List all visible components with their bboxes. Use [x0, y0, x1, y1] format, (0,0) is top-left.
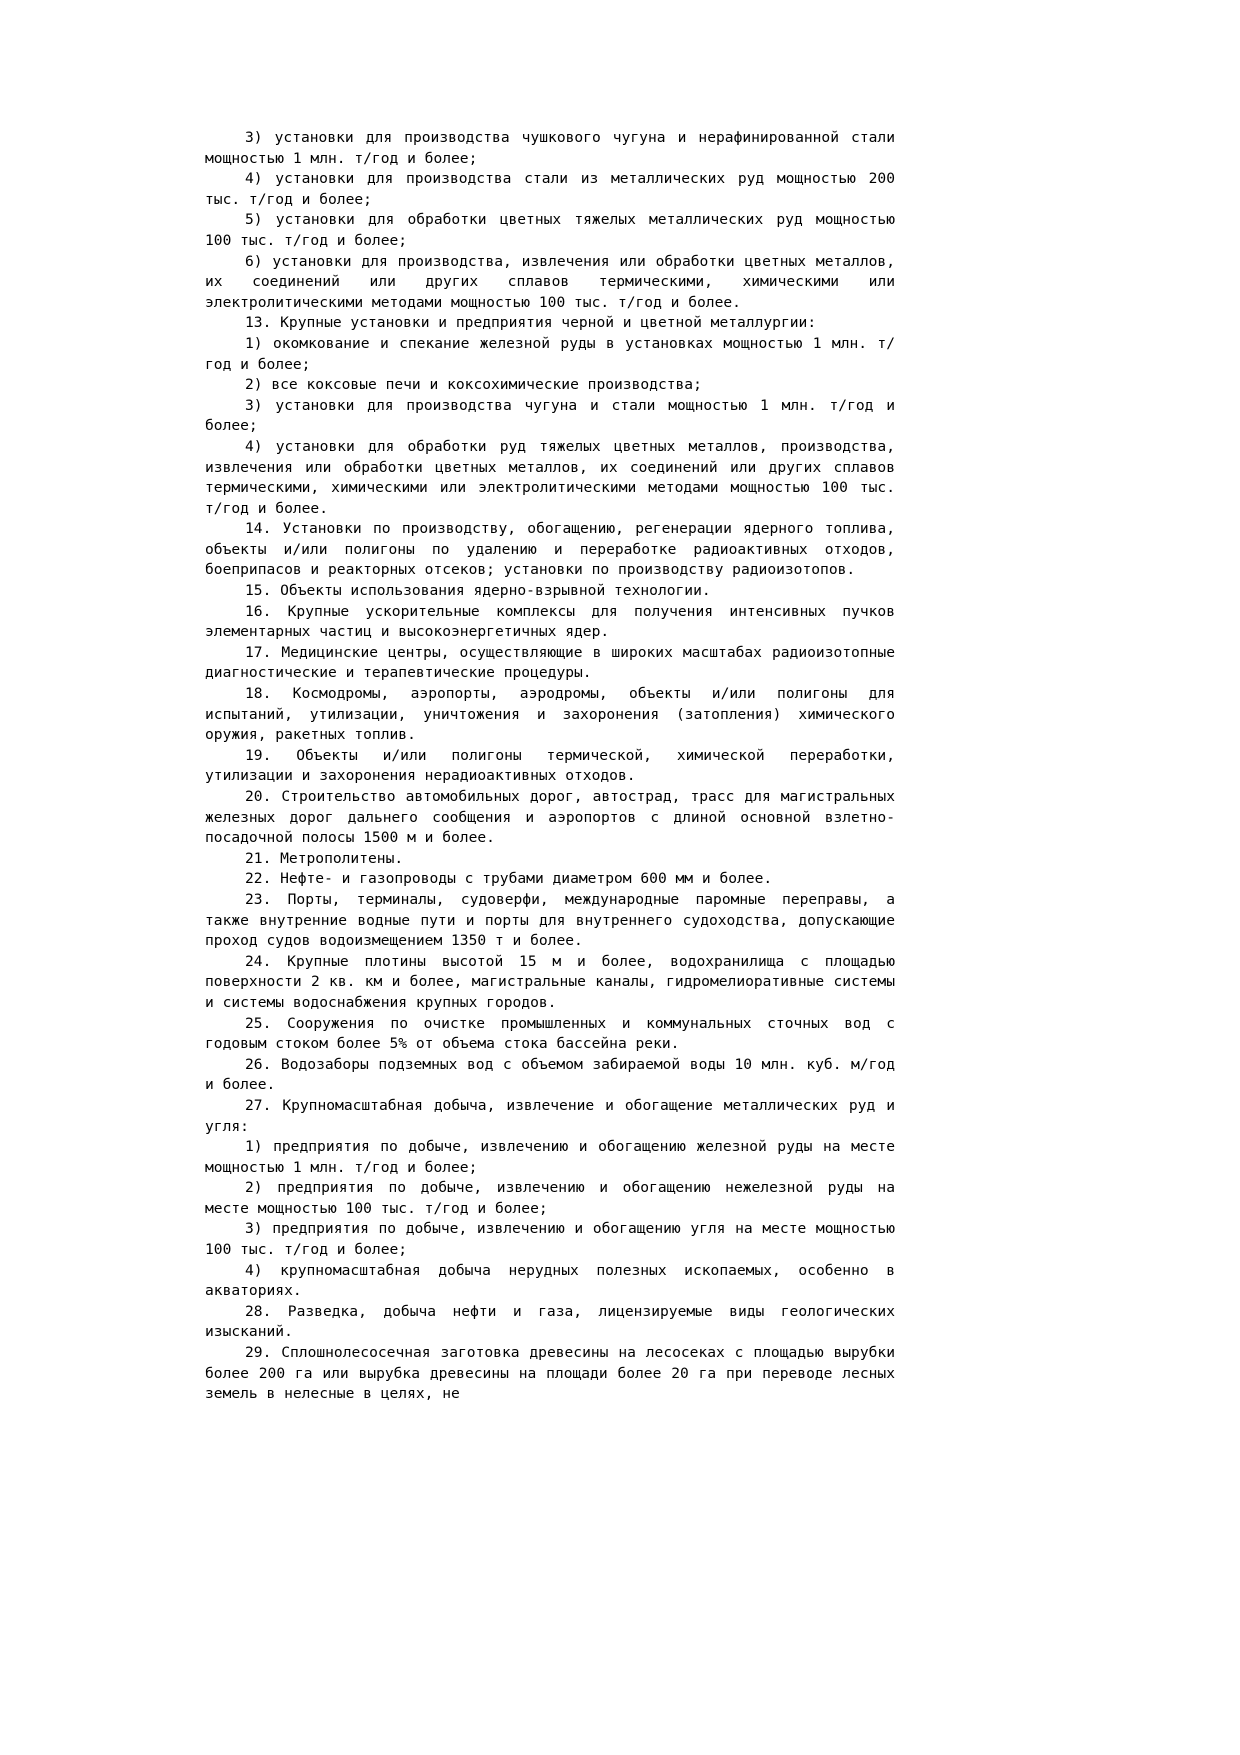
paragraph: 28. Разведка, добыча нефти и газа, лицензируемые виды геологических изысканий.: [205, 1302, 895, 1341]
document-body: [205, 128, 895, 1405]
paragraph: 25. Сооружения по очистке промышленных и коммунальных сточных вод с годовым стоком более 5% от объема стока бассейна реки.: [205, 1014, 895, 1053]
paragraph: 4) установки для производства стали из металлических руд мощностью 200 тыс. т/год и более;: [205, 170, 895, 208]
paragraph: 6) установки для производства, извлечения или обработки цветных металлов, их соединений или других сплавов термическими, химическими или электролитическими методами мощностью 100 тыс. т/год и более.: [205, 252, 895, 311]
paragraph: 3) установки для производства чушкового чугуна и нерафинированной стали мощностью 1 млн. т/год и более;: [205, 129, 895, 167]
paragraph: 5) установки для обработки цветных тяжелых металлических руд мощностью 100 тыс. т/год и более;: [205, 211, 895, 249]
paragraph: 16. Крупные ускорительные комплексы для получения интенсивных пучков элементарных частиц и высокоэнергетичных ядер.: [205, 602, 895, 641]
paragraph: 27. Крупномасштабная добыча, извлечение и обогащение металлических руд и угля:: [205, 1096, 895, 1135]
paragraph: 20. Строительство автомобильных дорог, автострад, трасс для магистральных железных дорог дальнего сообщения и аэропортов с длиной основной взлетно-посадочной полосы 1500 м и более.: [205, 788, 895, 847]
paragraph: 22. Нефте- и газопроводы с трубами диаметром 600 мм и более.: [245, 870, 773, 888]
paragraph: 2) предприятия по добыче, извлечению и обогащению нежелезной руды на месте мощностью 100 тыс. т/год и более;: [205, 1179, 895, 1217]
paragraph: 24. Крупные плотины высотой 15 м и более, водохранилища с площадью поверхности 2 кв. км и более, магистральные каналы, гидромелиоративные системы и системы водоснабжения крупных городов.: [205, 952, 895, 1011]
paragraph: 26. Водозаборы подземных вод с объемом забираемой воды 10 млн. куб. м/год и более.: [205, 1055, 895, 1094]
paragraph: 19. Объекты и/или полигоны термической, химической переработки, утилизации и захоронения нерадиоактивных отходов.: [205, 746, 895, 785]
paragraph: 13. Крупные установки и предприятия черной и цветной металлургии:: [245, 314, 817, 332]
paragraph: 3) предприятия по добыче, извлечению и обогащению угля на месте мощностью 100 тыс. т/год и более;: [205, 1220, 895, 1259]
paragraph: 1) предприятия по добыче, извлечению и обогащению железной руды на месте мощностью 1 млн. т/год и более;: [205, 1138, 895, 1176]
paragraph: 23. Порты, терминалы, судоверфи, международные паромные переправы, а также внутренние водные пути и порты для внутреннего судоходства, допускающие проход судов водоизмещением 1350 т и более.: [205, 890, 895, 950]
paragraph: 18. Космодромы, аэропорты, аэродромы, объекты и/или полигоны для испытаний, утилизации, уничтожения и захоронения (затопления) химического оружия, ракетных топлив.: [205, 685, 895, 744]
paragraph: 17. Медицинские центры, осуществляющие в широких масштабах радиоизотопные диагностические и терапевтические процедуры.: [205, 643, 895, 682]
paragraph: 4) установки для обработки руд тяжелых цветных металлов, производства, извлечения или обработки цветных металлов, их соединений или других сплавов термическими, химическими или электролитическими методами мощностью 100 тыс. т/год и более.: [205, 437, 895, 517]
paragraph: 21. Метрополитены.: [245, 849, 404, 867]
paragraph: 29. Сплошнолесосечная заготовка древесины на лесосеках с площадью вырубки более 200 га или вырубка древесины на площади более 20 га при переводе лесных земель в нелесные в целях, не: [205, 1344, 895, 1403]
paragraph: 14. Установки по производству, обогащению, регенерации ядерного топлива, объекты и/или полигоны по удалению и переработке радиоактивных отходов, боеприпасов и реакторных отсеков; установки по производству радиоизотопов.: [205, 520, 895, 579]
paragraph: 2) все коксовые печи и коксохимические производства;: [245, 376, 702, 394]
paragraph: 1) окомкование и спекание железной руды в установках мощностью 1 млн. т/год и более;: [205, 334, 895, 373]
paragraph: 3) установки для производства чугуна и стали мощностью 1 млн. т/год и более;: [205, 396, 895, 435]
paragraph: 15. Объекты использования ядерно-взрывной технологии.: [245, 582, 711, 600]
paragraph: 4) крупномасштабная добыча нерудных полезных ископаемых, особенно в акваториях.: [205, 1261, 895, 1300]
